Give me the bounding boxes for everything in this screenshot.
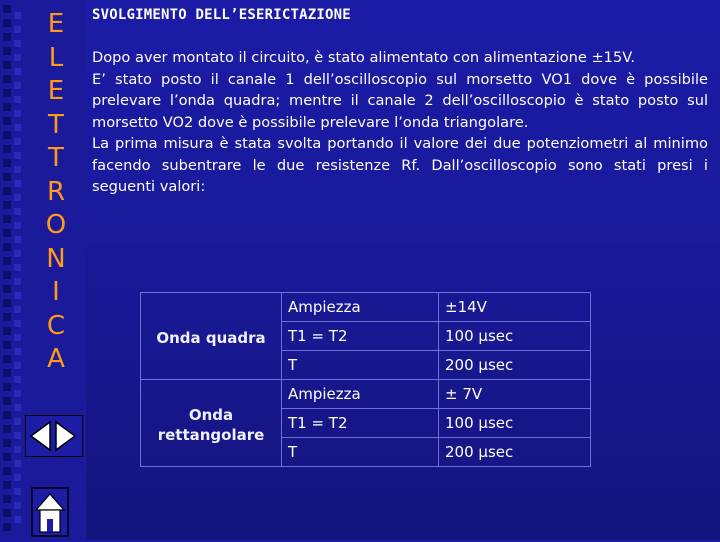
vertical-title-letter: T (48, 109, 64, 140)
decorative-square (14, 404, 21, 411)
decorative-square (14, 460, 21, 467)
decorative-square (3, 453, 11, 461)
row-label: T (282, 351, 439, 380)
row-value: 100 μsec (439, 322, 591, 351)
row-value: 200 μsec (439, 438, 591, 467)
next-slide-button[interactable] (54, 418, 78, 454)
decorative-square (14, 236, 21, 243)
decorative-square (3, 61, 11, 69)
decorative-square (3, 327, 11, 335)
decorative-square (14, 474, 21, 481)
decorative-square (3, 509, 11, 517)
decorative-square (14, 446, 21, 453)
decorative-square (3, 369, 11, 377)
decorative-square (3, 215, 11, 223)
decorative-square (14, 40, 21, 47)
decorative-square (14, 348, 21, 355)
row-label: T1 = T2 (282, 409, 439, 438)
decorative-square (3, 173, 11, 181)
decorative-square (3, 75, 11, 83)
decorative-square (3, 481, 11, 489)
decorative-square (14, 180, 21, 187)
triangle-right-icon (54, 418, 78, 454)
decorative-square (14, 138, 21, 145)
decorative-square (3, 5, 11, 13)
vertical-title-letter: E (47, 9, 65, 39)
decorative-square (14, 208, 21, 215)
decorative-square (14, 12, 21, 19)
decorative-squares-left (3, 5, 11, 537)
decorative-square (3, 341, 11, 349)
slide-heading: SVOLGIMENTO DELL’ESERICTAZIONE (92, 7, 351, 23)
home-button[interactable] (30, 486, 70, 538)
vertical-title (38, 8, 74, 377)
vertical-title-letter: R (46, 176, 66, 207)
decorative-square (3, 89, 11, 97)
paragraph-measure: La prima misura è stata svolta portando il valore dei due potenziometri al minimo facendo subentrare le due resistenze Rf. Dall’oscilloscopio sono stati presi i seguenti valori: (92, 135, 708, 195)
decorative-square (14, 152, 21, 159)
decorative-square (3, 383, 11, 391)
decorative-square (14, 110, 21, 117)
table-row (141, 293, 591, 322)
decorative-square (3, 103, 11, 111)
decorative-square (14, 54, 21, 61)
previous-slide-button[interactable] (28, 418, 52, 454)
decorative-square (3, 355, 11, 363)
decorative-square (3, 19, 11, 27)
decorative-square (14, 68, 21, 75)
decorative-square (14, 432, 21, 439)
decorative-square (3, 159, 11, 167)
row-label: T (282, 438, 439, 467)
vertical-title-letter: O (45, 210, 67, 240)
paragraph-channels: E’ stato posto il canale 1 dell’oscilloscopio sul morsetto VO1 dove è possibile prelevare l’onda quadra; mentre il canale 2 dell’oscilloscopio è stato posto sul morsetto VO2 dove è possibile prelevare l’onda triangolare. (92, 70, 708, 131)
decorative-square (3, 495, 11, 503)
vertical-title-letter: L (48, 42, 64, 73)
decorative-square (3, 47, 11, 55)
vertical-title-letter: N (46, 243, 66, 274)
decorative-square (3, 229, 11, 237)
decorative-square (3, 411, 11, 419)
decorative-square (14, 264, 21, 271)
decorative-square (14, 306, 21, 313)
row-value: ±14V (439, 293, 591, 322)
decorative-square (14, 166, 21, 173)
decorative-square (3, 271, 11, 279)
row-value: 100 μsec (439, 409, 591, 438)
group-rectangular-wave (141, 380, 282, 467)
decorative-square (14, 502, 21, 509)
decorative-square (14, 418, 21, 425)
measurements-table (140, 292, 591, 467)
decorative-square (14, 96, 21, 103)
row-label: Ampiezza (282, 293, 439, 322)
decorative-square (14, 278, 21, 285)
slide-navigation (25, 415, 83, 457)
decorative-square (3, 131, 11, 139)
group-label: Onda rettangolare (157, 406, 265, 444)
decorative-square (3, 285, 11, 293)
decorative-square (3, 145, 11, 153)
decorative-square (3, 313, 11, 321)
row-label: Ampiezza (282, 380, 439, 409)
decorative-square (3, 439, 11, 447)
decorative-square (3, 201, 11, 209)
decorative-square (3, 299, 11, 307)
decorative-square (14, 362, 21, 369)
decorative-square (14, 488, 21, 495)
vertical-title-letter: T (48, 143, 64, 173)
table-row (141, 380, 591, 409)
decorative-squares-right (14, 12, 21, 530)
vertical-title-letter: E (47, 76, 65, 106)
decorative-square (3, 243, 11, 251)
decorative-square (14, 26, 21, 33)
decorative-square (14, 376, 21, 383)
row-value: ± 7V (439, 380, 591, 409)
decorative-square (3, 425, 11, 433)
triangle-left-icon (28, 418, 52, 454)
decorative-square (3, 33, 11, 41)
decorative-square (14, 320, 21, 327)
decorative-square (14, 390, 21, 397)
row-value: 200 μsec (439, 351, 591, 380)
vertical-title-letter: A (47, 344, 65, 374)
group-label: Onda quadra (156, 329, 266, 347)
decorative-square (3, 187, 11, 195)
decorative-square (14, 124, 21, 131)
decorative-square (14, 194, 21, 201)
decorative-square (14, 292, 21, 299)
slide-body (92, 47, 708, 198)
decorative-square (14, 516, 21, 523)
vertical-title-letter: C (46, 310, 66, 341)
home-icon (30, 486, 70, 538)
decorative-square (14, 82, 21, 89)
paragraph-power: Dopo aver montato il circuito, è stato alimentato con alimentazione ±15V. (92, 49, 635, 66)
decorative-square (3, 257, 11, 265)
decorative-square (3, 467, 11, 475)
decorative-square (14, 334, 21, 341)
decorative-square (14, 222, 21, 229)
row-label: T1 = T2 (282, 322, 439, 351)
vertical-title-letter: I (52, 277, 60, 307)
decorative-square (3, 523, 11, 531)
decorative-square (14, 250, 21, 257)
group-square-wave (141, 293, 282, 380)
decorative-square (3, 117, 11, 125)
decorative-square (3, 397, 11, 405)
